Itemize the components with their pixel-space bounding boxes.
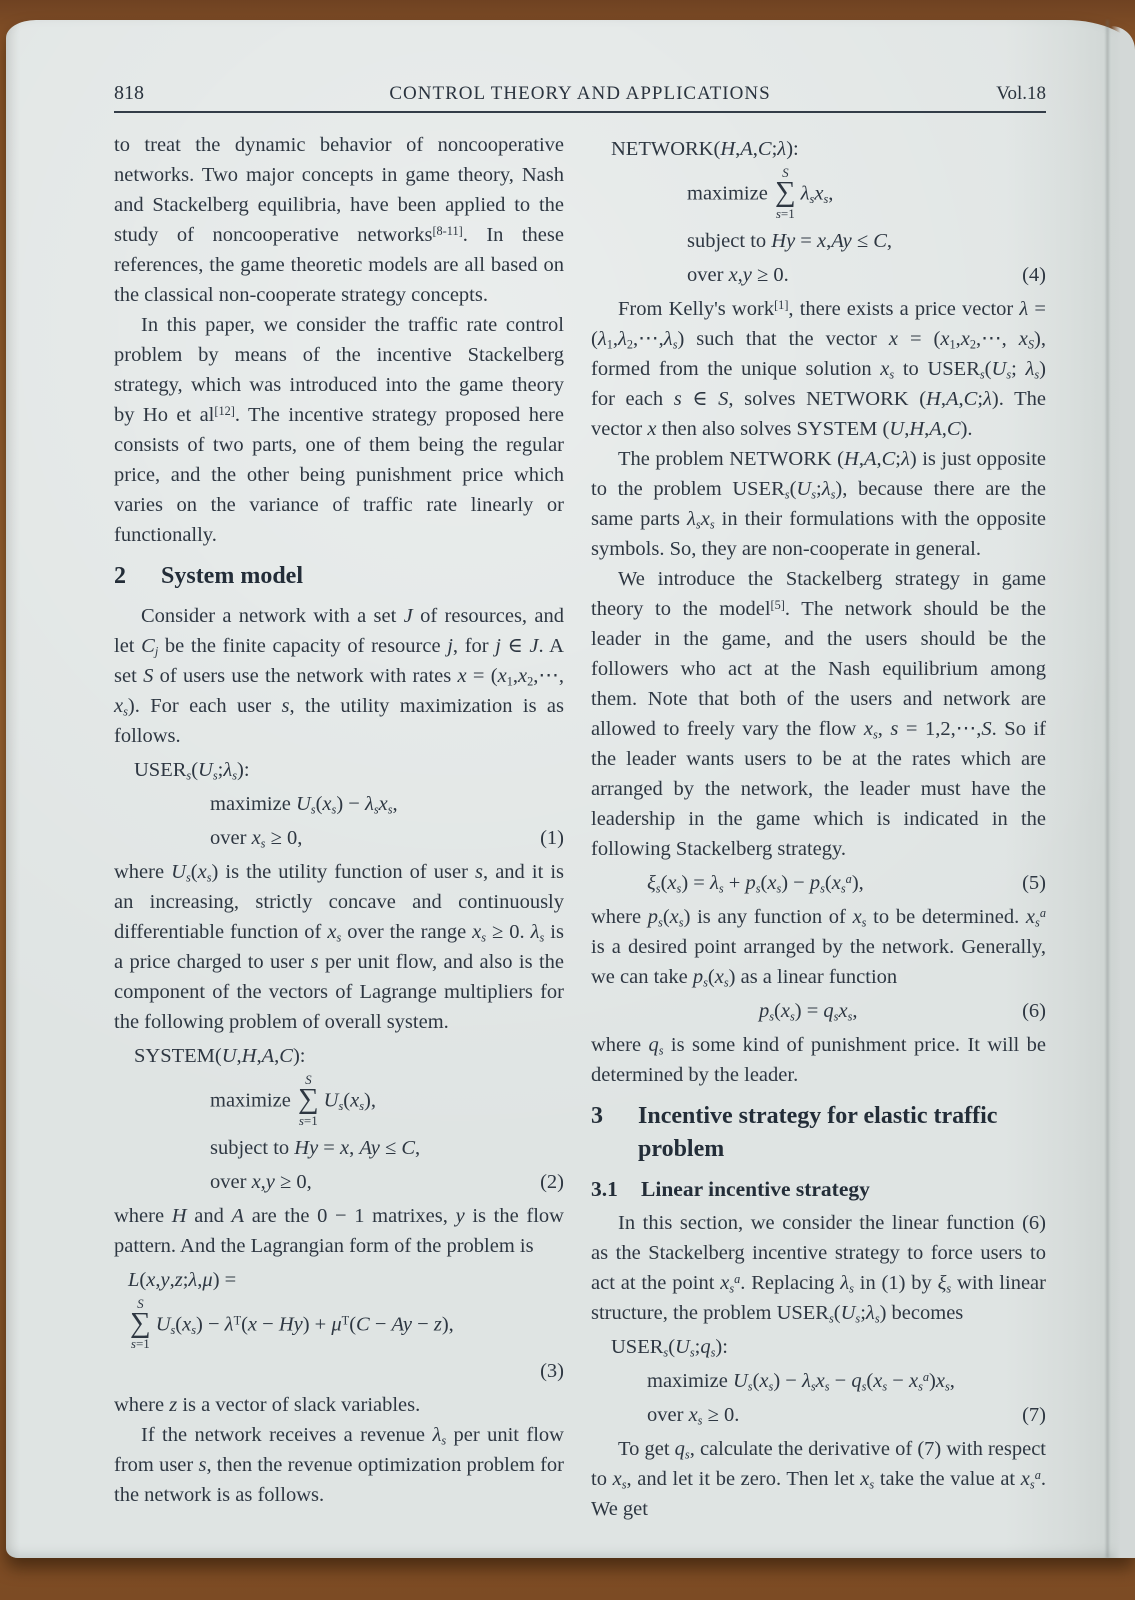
page-number: 818 [114,82,144,104]
equation-block [591,868,1046,898]
equation-block [591,996,1046,1026]
sum-upper-limit: S [305,1072,312,1087]
equation-row [114,1072,564,1129]
section-heading [114,560,564,593]
sum-upper-limit: S [137,1295,144,1311]
summation-symbol [775,166,796,220]
section-title: Incentive strategy for elastic traffic problem [638,1102,998,1162]
equation-number: (1) [540,827,564,849]
equation-number: (3) [540,1360,564,1383]
paragraph: In this section, we consider the linear function (6) as the Stackelberg incentive strategy to force users to act at the point $x_s^a$. Replacing $\lambda_s$ in (1) by $\xi_s$ with linear structure, the problem $USER_s(U_s;\lambda_s)$ becomes [591,1211,1046,1325]
section-title: System model [161,563,303,589]
equation-body: maximize $U_s(x_s) - \lambda_sx_s - q_s(x_s - x_s^a)x_s$, [647,1369,955,1393]
equation-body: over $x_s \ge 0$. [647,1403,740,1427]
equation-row [114,1167,564,1197]
paragraph: If the network receives a revenue $\lambda_s$ per unit flow from user s, then the revenue optimization problem for the network is as follows. [114,1424,564,1507]
section-heading [591,1100,1046,1166]
volume-label: Vol.18 [996,83,1046,104]
equation-row [591,226,1046,256]
paragraph: where $p_s(x_s)$ is any function of $x_s$ to be determined. $x_s^a$ is a desired point arranged by the network. Generally, we can take $p_s(x_s)$ as a linear function [591,905,1046,989]
equation-row [591,260,1046,290]
paragraph: to treat the dynamic behavior of noncooperative networks. Two major concepts in game theory, Nash and Stackelberg equilibria, have been applied to the study of noncooperative networks[8-11]. In these references, the game theoretic models are all based on the classical non-cooperate strategy concepts. [114,134,564,306]
equation-block [591,1366,1046,1430]
equation-block [591,165,1046,290]
sum-lower-limit: s=1 [775,205,795,221]
equation-body: over $x_s \ge 0$, [210,827,303,851]
section-number: 2 [114,563,126,589]
equation-number: (6) [1022,999,1046,1022]
equation-number: (4) [1022,263,1046,286]
equation-row [591,165,1046,222]
equation-body: over x,y ≥ 0, [210,1170,312,1193]
equation-body: $\xi_s(x_s) = \lambda_s + p_s(x_s) - p_s(x_s^a)$, [647,871,864,895]
equation-row [114,1295,564,1353]
equation-number: (5) [1022,871,1046,894]
paragraph: In this paper, we consider the traffic rate control problem by means of the incentive Stackelberg strategy, which was introduced into the game theory by Ho et al[12]. The incentive strategy proposed here consists of two parts, one of them being the regular price, and the other being punishment price which varies on the variance of traffic rate linearly or functionally. [114,314,564,546]
paragraph: where H and A are the 0 − 1 matrixes, y is the flow pattern. And the Lagrangian form of the problem is [114,1204,564,1257]
paragraph: where $U_s(x_s)$ is the utility function of user s, and it is an increasing, strictly concave and continuously differentiable function of $x_s$ over the range $x_s \ge 0$. $\lambda_s$ is a price charged to user s per unit flow, and also is the component of the vectors of Lagrange multipliers for the following problem of overall system. [114,861,564,1033]
book-edge-strip [1111,26,1135,1558]
two-column-body [114,130,1046,1524]
paragraph: where z is a vector of slack variables. [114,1394,421,1417]
sigma-icon: ∑ [297,1083,319,1115]
equation-number: (2) [540,1170,564,1193]
equation-row [114,823,564,853]
equation-row [114,1356,564,1386]
sum-lower-limit: s=1 [298,1112,318,1128]
equation-row [114,789,564,819]
equation-body: maximize S ∑ s=1 $\lambda_sx_s$, [687,165,834,221]
paragraph: Consider a network with a set J of resources, and let $C_j$ be the finite capacity of resource j, for j ∈ J. A set S of users use the network with rates $x = (x_1,x_2,\cdots$, $x_s$). For each user s, the utility maximization is as follows. [114,605,564,747]
equation-row [591,1366,1046,1396]
journal-title: CONTROL THEORY AND APPLICATIONS [389,83,771,104]
equation-row [591,996,1046,1026]
paper-page [6,20,1135,1558]
equation-block [114,1265,564,1387]
equation-body: subject to Hy = x,Ay ≤ C, [687,229,893,252]
paragraph: To get $q_s$, calculate the derivative of (7) with respect to $x_s$, and let it be zero. Then let $x_s$ take the value at $x_s^a$. We get [591,1437,1046,1520]
sum-lower-limit: s=1 [130,1336,150,1352]
equation-row [114,1265,564,1295]
paragraph: We introduce the Stackelberg strategy in game theory to the model[5]. The network should be the leader in the game, and the users should be the followers who act at the Nash equilibrium among them. Note that both of the users and network are allowed to freely vary the flow $x_s$, s = 1,2,⋯,S. So if the leader wants users to be at the rates which are arranged by the network, the leader must have the leadership in the game which is indicated in the following Stackelberg strategy. [591,567,1047,860]
equation-row [591,868,1046,898]
section-title: Linear incentive strategy [641,1176,870,1201]
page-content [114,82,1046,1524]
equation-body: $p_s(x_s) = q_sx_s$, [759,999,858,1023]
section-number: 3.1 [591,1176,618,1201]
page-curl-shadow [1106,20,1109,1558]
sigma-icon: ∑ [774,176,796,208]
summation-symbol [130,1297,151,1351]
paragraph: The problem NETWORK (H,A,C;λ) is just opposite to the problem $USER_s(U_s;\lambda_s)$, because there are the same parts $\lambda_sx_s$ in their formulations with the opposite symbols. So, they are non-cooperate in general. [591,447,1046,560]
equation-body: over x,y ≥ 0. [687,263,789,286]
equation-body: subject to Hy = x, Ay ≤ C, [210,1136,421,1159]
subsection-heading [591,1174,1046,1204]
equation-block [114,789,564,853]
equation-body: L(x,y,z;λ,μ) = [128,1268,237,1291]
page-header [114,82,1046,105]
summation-symbol [298,1073,319,1127]
problem-label: SYSTEM(U,H,A,C): [134,1045,306,1067]
paragraph: where $q_s$ is some kind of punishment price. It will be determined by the leader. [591,1033,1046,1086]
column-left [114,130,564,1524]
problem-label: $USER_s(U_s;q_s)$: [611,1335,728,1359]
header-rule [114,111,1046,113]
section-number: 3 [591,1102,603,1129]
equation-row [114,1133,564,1163]
problem-label: $USER_s(U_s;\lambda_s)$: [134,759,250,783]
equation-number: (7) [1022,1403,1046,1426]
equation-block [114,1072,564,1197]
equation-body: S ∑ s=1 $U_s(x_s) - \lambda^T(x - Hy) + \mu^T(C - Ay - z)$, [130,1295,454,1352]
equation-body: maximize $U_s(x_s) - \lambda_sx_s$, [210,793,398,817]
sum-upper-limit: S [782,165,789,180]
sigma-icon: ∑ [130,1306,151,1339]
problem-label: NETWORK(H,A,C;λ): [611,138,799,160]
paragraph: From Kelly's work[1], there exists a price vector $\lambda = (\lambda_1,\lambda_2,\cdots,\lambda_s)$ such that the vector $x = (x_1,x_2,\cdots$, $x_S$), formed from the unique solution $x_s$ to $USER_s(U_s$; $\lambda_s$) for each s ∈ S, solves NETWORK (H,A,C;λ). The vector x then also solves SYSTEM (U,H,A,C). [591,297,1046,440]
equation-row [591,1400,1046,1430]
column-right [591,130,1046,1524]
equation-body: maximize S ∑ s=1 $U_s(x_s)$, [210,1072,376,1128]
